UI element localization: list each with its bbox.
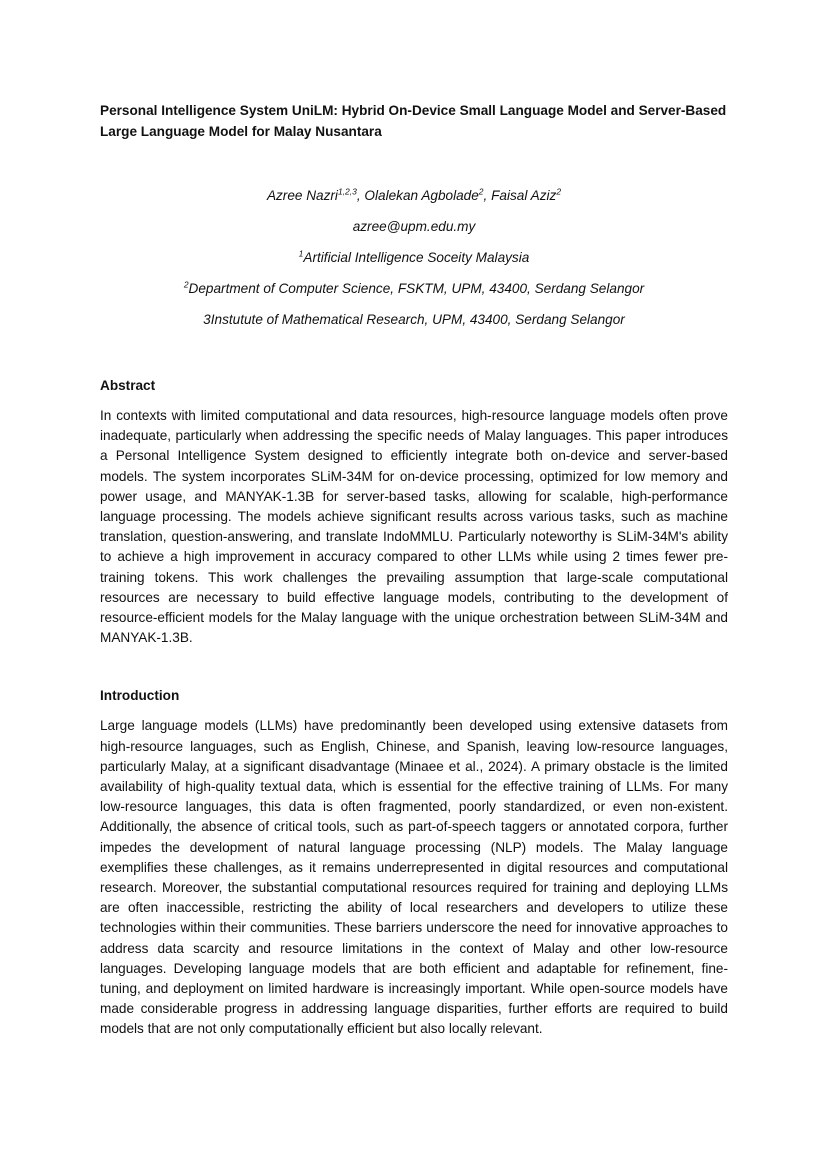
author-name: Azree Nazri	[266, 188, 338, 203]
introduction-text: Large language models (LLMs) have predominantly been developed using extensive datasets from high-resource languages, such as English, Chinese, and Spanish, leaving low-resource languages, particularly Malay, at a significant disadvantage (Minaee et al., 2024). A primary obstacle is the limited availability of high-quality textual data, which is essential for the effective training of LLMs. For many low-resource languages, this data is often fragmented, poorly standardized, or even non-existent. Additionally, the absence of critical tools, such as part-of-speech taggers or annotated corpora, further impedes the development of natural language processing (NLP) models. The Malay language exemplifies these challenges, as it remains underrepresented in digital resources and computational research. Moreover, the substantial computational resources required for training and deploying LLMs are often inaccessible, restricting the ability of local researchers and developers to utilize these technologies within their communities. These barriers underscore the need for innovative approaches to address data scarcity and resource limitations in the context of Malay and other low-resource languages. Developing language models that are both efficient and adaptable for refinement, fine-tuning, and deployment on limited hardware is increasingly important. While open-source models have made considerable progress in addressing language disparities, further efforts are required to build models that are not only computationally efficient but also locally relevant.	[100, 718, 728, 1037]
affiliation-line	[100, 273, 728, 304]
affiliation-marker: 1	[298, 248, 304, 259]
paper-page	[100, 100, 728, 1053]
author-name: Faisal Aziz	[491, 188, 557, 203]
author-block	[100, 180, 728, 335]
abstract-text: In contexts with limited computational and data resources, high-resource language models often prove inadequate, particularly when addressing the specific needs of Malay languages. This paper introduces a Personal Intelligence System designed to efficiently integrate both on-device and server-based models. The system incorporates SLiM-34M for on-device processing, optimized for low memory and power usage, and MANYAK-1.3B for server-based tasks, allowing for scalable, high-performance language processing. The models achieve significant results across various tasks, such as machine translation, question-answering, and translate IndoMMLU. Particularly noteworthy is SLiM-34M's ability to achieve a high improvement in accuracy compared to other LLMs while using 2 times fewer pre-training tokens. This work challenges the prevailing assumption that large-scale computational resources are necessary to build effective language models, contributing to the development of resource-efficient models for the Malay language with the unique orchestration between SLiM-34M and MANYAK-1.3B.	[100, 408, 728, 646]
affiliation-text: Department of Computer Science, FSKTM, UPM, 43400, Serdang Selangor	[188, 281, 645, 296]
affiliation-text: Artificial Intelligence Soceity Malaysia	[303, 250, 530, 265]
abstract-heading: Abstract	[100, 378, 156, 393]
introduction-heading: Introduction	[100, 688, 180, 704]
author-email: azree@upm.edu.my	[352, 219, 476, 234]
author-line: Azree Nazri$^{1,2,3}$, Olalekan Agbolade$^2$, Faisal Aziz$^2$	[266, 186, 562, 203]
affiliation-line	[100, 242, 728, 273]
affiliation-line	[100, 304, 728, 335]
affiliation-marker: 2	[183, 279, 189, 290]
author-affiliation-marker: 1,2,3	[337, 186, 357, 197]
author-name: Olalekan Agbolade	[364, 188, 479, 203]
affiliation-text: 3Instutute of Mathematical Research, UPM, 43400, Serdang Selangor	[203, 312, 625, 327]
author-affiliation-marker: 2	[478, 186, 484, 197]
author-affiliation-marker: 2	[556, 186, 562, 197]
paper-title: Personal Intelligence System UniLM: Hybrid On-Device Small Language Model and Server-Based Large Language Model for Malay Nusantara	[100, 103, 727, 139]
